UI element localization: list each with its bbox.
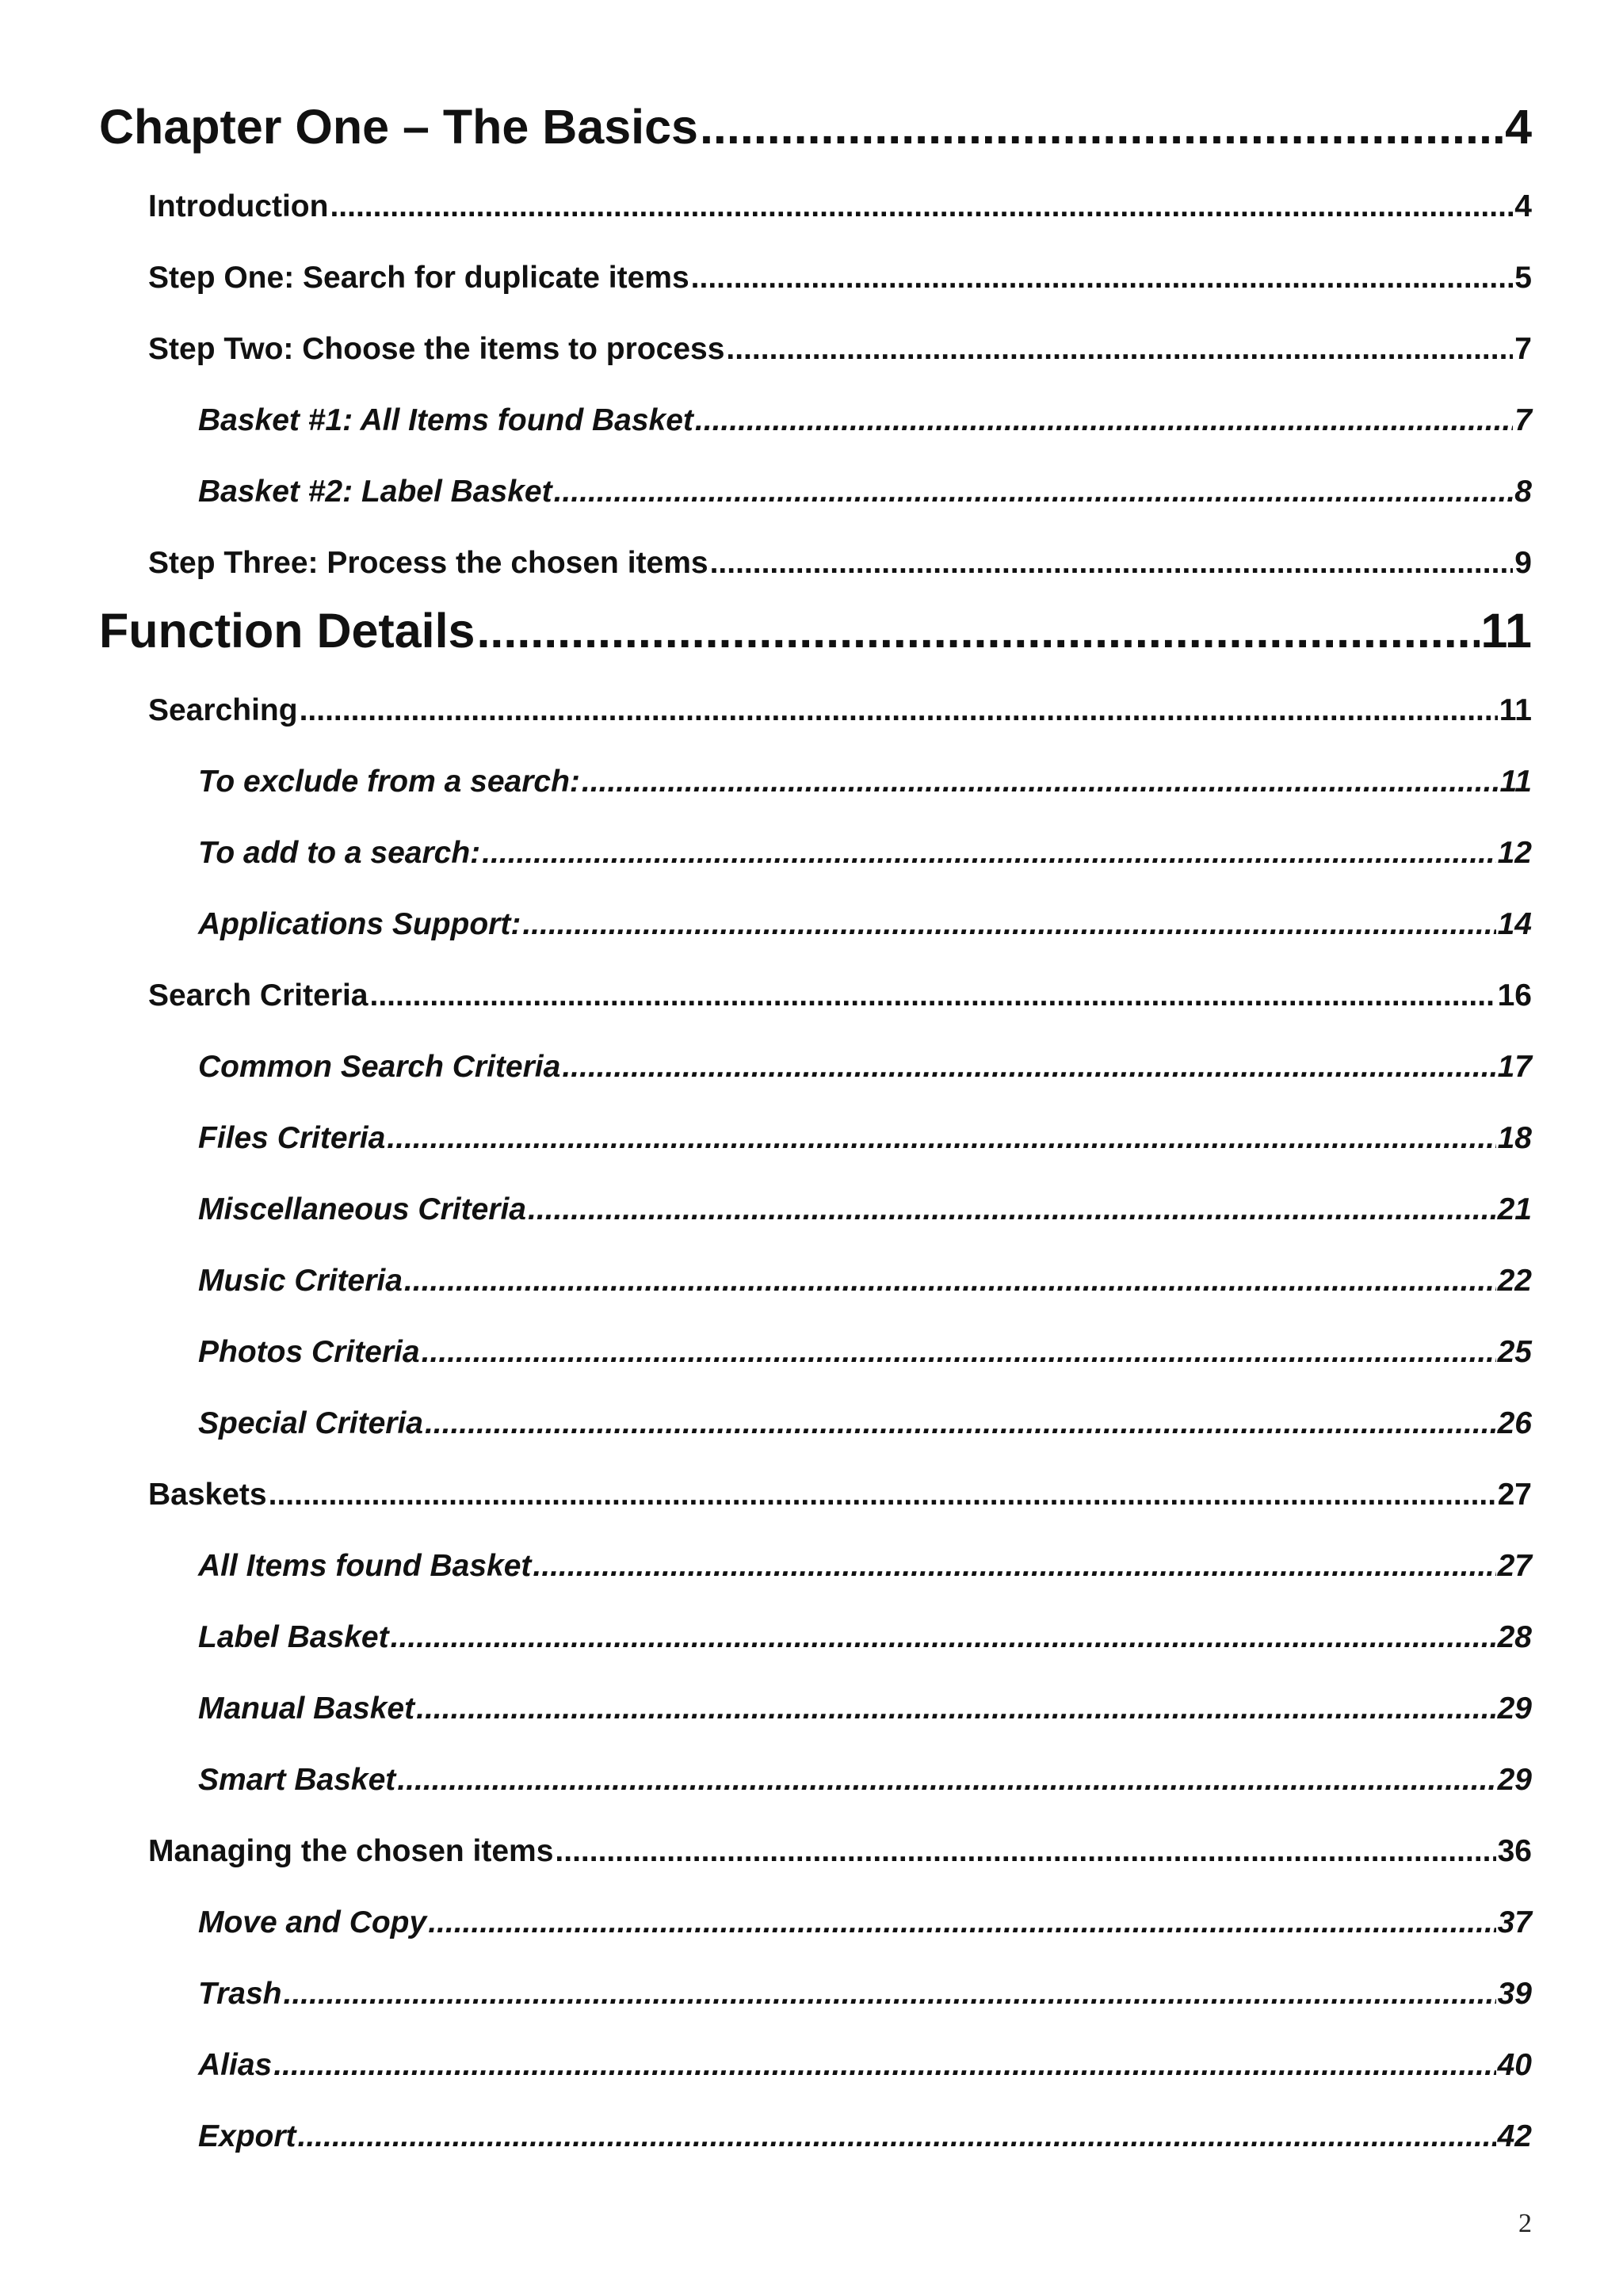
toc-title: Files Criteria [198, 1121, 386, 1155]
toc-title: Function Details [99, 604, 475, 658]
toc-leader [562, 1032, 1495, 1103]
toc-title: Baskets [148, 1478, 267, 1512]
toc-page: 8 [1514, 475, 1532, 509]
toc-page: 25 [1497, 1335, 1532, 1369]
toc-search-criteria[interactable] [99, 960, 1532, 1032]
toc-music-criteria[interactable] [99, 1245, 1532, 1317]
toc-page: 21 [1497, 1192, 1532, 1226]
toc-title: Step Three: Process the chosen items [148, 546, 708, 580]
toc-page: 7 [1514, 403, 1532, 437]
toc-basket-2[interactable] [99, 456, 1532, 528]
toc-managing-items[interactable] [99, 1816, 1532, 1887]
toc-title: Basket #1: All Items found Basket [198, 403, 693, 437]
toc-title: Applications Support: [198, 907, 521, 941]
toc-page: 37 [1497, 1905, 1532, 1939]
toc-page: 7 [1514, 332, 1532, 366]
toc-title: Step One: Search for duplicate items [148, 261, 689, 295]
toc-page: 4 [1505, 100, 1532, 154]
toc-leader [269, 1459, 1496, 1531]
toc-leader [428, 1887, 1495, 1958]
toc-page: 29 [1497, 1691, 1532, 1726]
toc-common-criteria[interactable] [99, 1032, 1532, 1103]
toc-title: All Items found Basket [198, 1549, 532, 1583]
toc-files-criteria[interactable] [99, 1103, 1532, 1174]
toc-title: Export [198, 2119, 296, 2153]
toc-title: Smart Basket [198, 1763, 396, 1797]
toc-leader [695, 385, 1513, 456]
toc-title: Step Two: Choose the items to process [148, 332, 725, 366]
toc-title: Move and Copy [198, 1905, 427, 1939]
toc-all-items-basket[interactable] [99, 1531, 1532, 1602]
toc-leader [369, 960, 1495, 1032]
toc-leader [300, 675, 1498, 746]
toc-page: 11 [1499, 765, 1532, 799]
toc-leader [425, 1388, 1496, 1459]
toc-step-one[interactable] [99, 242, 1532, 314]
toc-leader [298, 2101, 1496, 2172]
toc-step-two[interactable] [99, 314, 1532, 385]
toc-leader [422, 1317, 1496, 1388]
toc-leader [391, 1602, 1496, 1673]
toc-page: 27 [1497, 1478, 1532, 1512]
toc-move-copy[interactable] [99, 1887, 1532, 1958]
toc-leader [387, 1103, 1495, 1174]
toc-page: 29 [1497, 1763, 1532, 1797]
toc-page: 36 [1497, 1834, 1532, 1868]
toc-export[interactable] [99, 2101, 1532, 2172]
toc-trash[interactable] [99, 1958, 1532, 2030]
toc-basket-1[interactable] [99, 385, 1532, 456]
toc-page: 14 [1497, 907, 1532, 941]
toc-leader [726, 314, 1513, 385]
toc-title: Basket #2: Label Basket [198, 475, 552, 509]
toc-alias[interactable] [99, 2030, 1532, 2101]
toc-leader [528, 1174, 1496, 1245]
toc-title: Trash [198, 1977, 282, 2011]
toc-baskets[interactable] [99, 1459, 1532, 1531]
toc-exclude-search[interactable] [99, 746, 1532, 818]
toc-leader [273, 2030, 1495, 2101]
toc-title: Photos Criteria [198, 1335, 420, 1369]
toc-page: 39 [1497, 1977, 1532, 2011]
toc-title: Search Criteria [148, 978, 369, 1013]
toc-smart-basket[interactable] [99, 1745, 1532, 1816]
toc-page: 11 [1499, 693, 1532, 727]
toc-leader [397, 1745, 1495, 1816]
toc-leader [555, 1816, 1495, 1887]
table-of-contents [99, 95, 1532, 2172]
toc-page: 4 [1514, 189, 1532, 223]
toc-label-basket[interactable] [99, 1602, 1532, 1673]
toc-page: 18 [1497, 1121, 1532, 1155]
toc-leader [582, 746, 1499, 818]
toc-title: Music Criteria [198, 1264, 403, 1298]
toc-title: Special Criteria [198, 1406, 423, 1440]
page-number: 2 [1518, 2209, 1532, 2238]
toc-page: 11 [1480, 604, 1532, 658]
toc-title: Managing the chosen items [148, 1834, 554, 1868]
toc-page: 42 [1497, 2119, 1532, 2153]
toc-leader [482, 818, 1495, 889]
toc-function-details[interactable] [99, 599, 1532, 662]
toc-page: 26 [1497, 1406, 1532, 1440]
toc-manual-basket[interactable] [99, 1673, 1532, 1745]
toc-page: 22 [1497, 1264, 1532, 1298]
toc-leader [476, 599, 1479, 662]
toc-leader [404, 1245, 1496, 1317]
toc-title: Introduction [148, 189, 329, 223]
toc-applications-support[interactable] [99, 889, 1532, 960]
toc-page: 5 [1514, 261, 1532, 295]
toc-title: To exclude from a search: [198, 765, 580, 799]
toc-page: 40 [1497, 2048, 1532, 2082]
toc-page: 28 [1497, 1620, 1532, 1654]
toc-title: Searching [148, 693, 298, 727]
toc-title: Common Search Criteria [198, 1050, 561, 1084]
toc-special-criteria[interactable] [99, 1388, 1532, 1459]
toc-title: Alias [198, 2048, 273, 2082]
toc-title: Chapter One – The Basics [99, 100, 698, 154]
toc-page: 27 [1497, 1549, 1532, 1583]
toc-leader [330, 171, 1513, 242]
toc-leader [284, 1958, 1496, 2030]
toc-page: 16 [1497, 978, 1532, 1013]
toc-leader [700, 95, 1503, 158]
toc-leader [691, 242, 1514, 314]
toc-photos-criteria[interactable] [99, 1317, 1532, 1388]
toc-page: 17 [1497, 1050, 1532, 1084]
toc-title: Manual Basket [198, 1691, 415, 1726]
toc-introduction[interactable] [99, 171, 1532, 242]
toc-leader [710, 528, 1514, 599]
toc-leader [554, 456, 1514, 528]
toc-searching[interactable] [99, 675, 1532, 746]
toc-step-three[interactable] [99, 528, 1532, 599]
toc-page: 12 [1497, 836, 1532, 870]
toc-leader [416, 1673, 1496, 1745]
toc-leader [522, 889, 1495, 960]
toc-leader [533, 1531, 1495, 1602]
toc-misc-criteria[interactable] [99, 1174, 1532, 1245]
toc-title: To add to a search: [198, 836, 481, 870]
toc-title: Label Basket [198, 1620, 389, 1654]
toc-page: 9 [1514, 546, 1532, 580]
toc-title: Miscellaneous Criteria [198, 1192, 526, 1226]
toc-chapter-one[interactable] [99, 95, 1532, 158]
toc-add-search[interactable] [99, 818, 1532, 889]
